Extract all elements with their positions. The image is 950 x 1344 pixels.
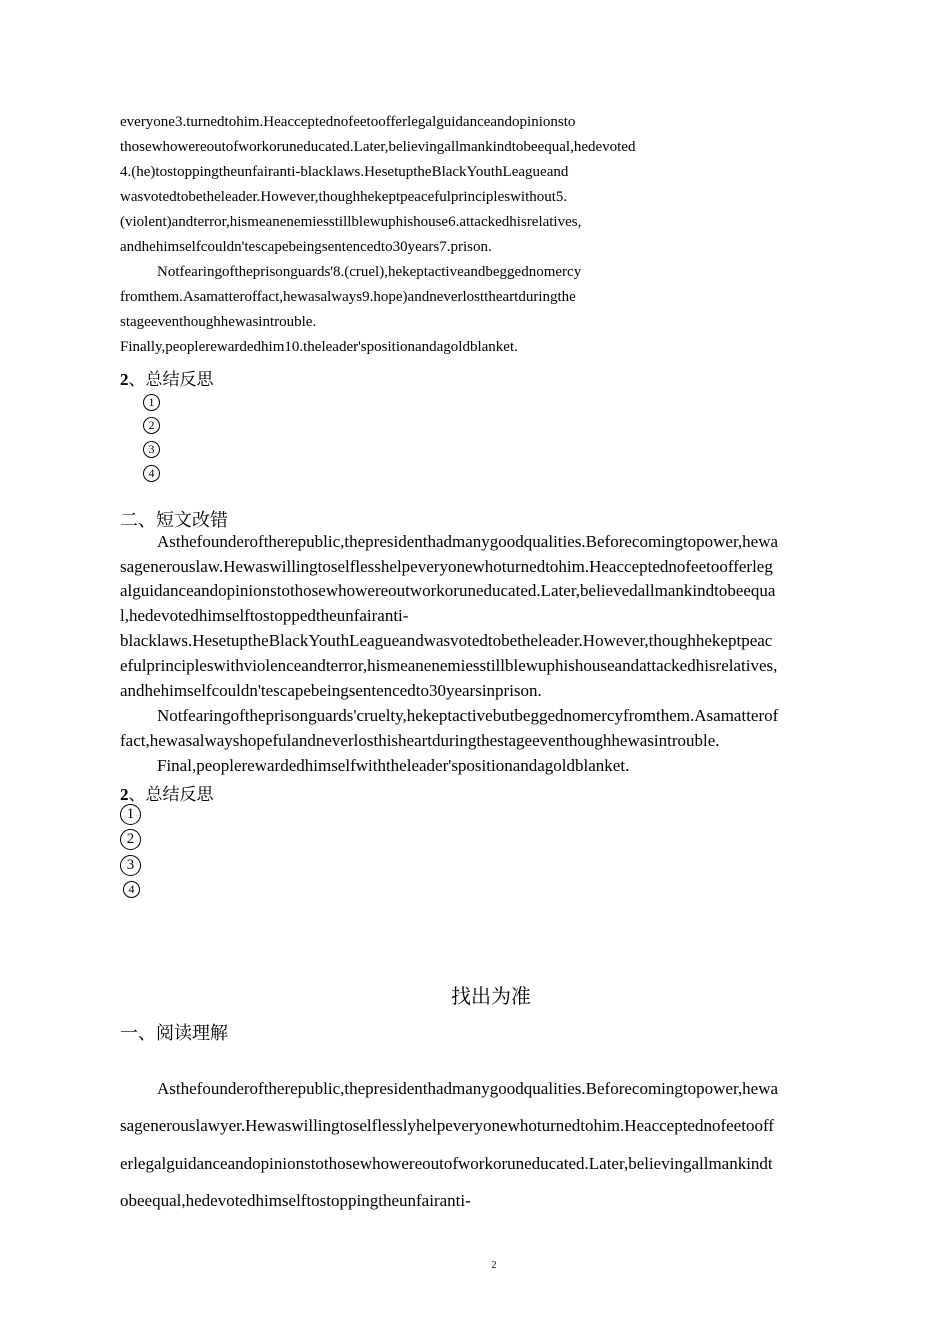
page-number: 2 bbox=[491, 1260, 497, 1271]
passage-line: everyone3.turnedtohim.Heacceptednofeetoofferlegalguidanceandopinionsto bbox=[120, 114, 576, 130]
passage-line: thosewhowereoutofworkoruneducated.Later,believingallmankindtobeequal,hedevoted bbox=[120, 139, 636, 155]
passage-line: sagenerouslawyer.Hewaswillingtoselflesslyhelpeveryonewhoturnedtohim.Heacceptednofeetooff bbox=[120, 1116, 774, 1135]
marker-item bbox=[143, 440, 160, 458]
passage-line: blacklaws.HesetuptheBlackYouthLeagueandwasvotedtobetheleader.However,thoughhekeptpeac bbox=[120, 631, 773, 650]
section-heading: 一、阅读理解 bbox=[120, 1023, 228, 1043]
passage-line: erlegalguidanceandopinionstothosewhowereoutofworkoruneducated.Later,believingallmankindt bbox=[120, 1154, 773, 1173]
passage-line: Notfearingoftheprisonguards'8.(cruel),hekeptactiveandbeggednomercy bbox=[157, 264, 582, 280]
circled-number: 4 bbox=[143, 465, 160, 482]
circled-number: 1 bbox=[143, 394, 160, 411]
passage-line: sagenerouslaw.Hewaswillingtoselflesshelpeveryonewhoturnedtohim.Heacceptednofeetoofferleg bbox=[120, 557, 773, 576]
section-heading: 二、短文改错 bbox=[120, 510, 228, 530]
passage-line: Finally,peoplerewardedhim10.theleader'spositionandagoldblanket. bbox=[120, 339, 518, 355]
marker-item bbox=[120, 804, 141, 825]
circled-number: 2 bbox=[143, 417, 160, 434]
marker-item bbox=[143, 416, 160, 434]
summary-heading bbox=[120, 780, 214, 805]
passage-line: andhehimselfcouldn'tescapebeingsentencedto30yearsinprison. bbox=[120, 681, 542, 700]
passage-line: fromthem.Asamatteroffact,hewasalways9.hope)andneverlosttheartduringthe bbox=[120, 289, 576, 305]
passage-line: stageeventhoughhewasintrouble. bbox=[120, 314, 317, 330]
passage-line: Notfearingoftheprisonguards'cruelty,hekeptactivebutbeggednomercyfromthem.Asamatterof bbox=[157, 706, 779, 725]
summary-heading bbox=[120, 365, 214, 390]
passage-line: efulprincipleswithviolenceandterror,hismeanenemiesstillblewuphishouseandattackedhisrelatives, bbox=[120, 656, 778, 675]
passage-line: (violent)andterror,hismeanenemiesstillblewuphishouse6.attackedhisrelatives, bbox=[120, 214, 582, 230]
passage-line: Asthefounderoftherepublic,thepresidenthadmanygoodqualities.Beforecomingtopower,hewa bbox=[157, 532, 779, 551]
passage-line: Asthefounderoftherepublic,thepresidenthadmanygoodqualities.Beforecomingtopower,hewa bbox=[157, 1079, 779, 1098]
marker-item bbox=[120, 855, 141, 876]
summary-label: 、总结反思 bbox=[128, 370, 214, 389]
marker-item bbox=[120, 829, 141, 850]
circled-number: 1 bbox=[120, 804, 141, 825]
passage-line: l,hedevotedhimselftostoppedtheunfairanti- bbox=[120, 606, 409, 625]
passage-line: fact,hewasalwayshopefulandneverlosthisheartduringthestageeventhoughhewasintrouble. bbox=[120, 731, 720, 750]
summary-label: 、总结反思 bbox=[128, 785, 214, 804]
circled-number: 3 bbox=[143, 441, 160, 458]
marker-item bbox=[123, 880, 140, 898]
circled-number: 2 bbox=[120, 829, 141, 850]
passage-line: wasvotedtobetheleader.However,thoughhekeptpeacefulprincipleswithout5. bbox=[120, 189, 568, 205]
marker-item bbox=[143, 464, 160, 482]
passage-line: Final,peoplerewardedhimselfwiththeleader'spositionandagoldblanket. bbox=[157, 756, 630, 775]
summary-number: 2 bbox=[120, 785, 129, 804]
circled-number: 3 bbox=[120, 855, 141, 876]
passage-line: alguidanceandopinionstothosewhowereoutworkoruneducated.Later,believedallmankindtobeequa bbox=[120, 581, 776, 600]
marker-item bbox=[143, 393, 160, 411]
summary-number: 2 bbox=[120, 370, 129, 389]
circled-number: 4 bbox=[123, 881, 140, 898]
passage-line: 4.(he)tostoppingtheunfairanti-blacklaws.HesetuptheBlackYouthLeagueand bbox=[120, 164, 569, 180]
passage-line: andhehimselfcouldn'tescapebeingsentencedto30years7.prison. bbox=[120, 239, 492, 255]
passage-line: obeequal,hedevotedhimselftostoppingtheunfairanti- bbox=[120, 1191, 471, 1210]
section-title: 找出为准 bbox=[451, 986, 531, 1008]
